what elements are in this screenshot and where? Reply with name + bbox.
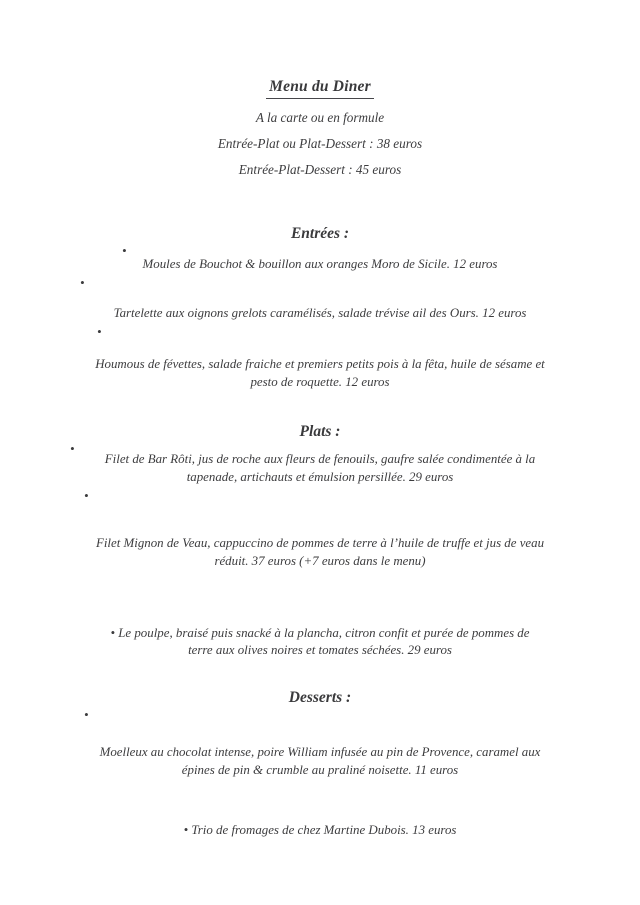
- menu-item-text: Tartelette aux oignons grelots caramélisés, salade trévise ail des Ours. 12 euros: [113, 306, 527, 321]
- section-heading-entrees: Entrées :: [290, 225, 350, 243]
- menu-item: [62, 274, 578, 323]
- bullet-icon: •: [183, 822, 189, 837]
- menu-item-text: [90, 822, 550, 840]
- menu-item-text: Houmous de févettes, salade fraiche et premiers petits pois à la fêta, huile de sésame et pesto de roquette. 12 euros: [95, 356, 545, 389]
- subtitle-formula: A la carte ou en formule: [255, 109, 385, 125]
- bullet-icon: •: [122, 243, 127, 259]
- section-heading-desserts: Desserts :: [288, 689, 352, 707]
- menu-item: [62, 323, 578, 392]
- section-heading-plats: Plats :: [299, 423, 341, 441]
- menu-item: [62, 706, 578, 780]
- menu-item: [62, 571, 578, 661]
- page-title: [62, 0, 578, 99]
- menu-item-text: [100, 625, 540, 661]
- subtitle-group: [62, 111, 578, 177]
- subtitle-price-three-courses: Entrée-Plat-Dessert : 45 euros: [238, 162, 402, 177]
- bullet-icon: •: [80, 275, 85, 291]
- bullet-icon: •: [110, 625, 116, 640]
- menu-item-label: Trio de fromages de chez Martine Dubois. 13 euros: [191, 822, 457, 837]
- bullet-icon: •: [84, 488, 89, 504]
- menu-item-text: Moelleux au chocolat intense, poire William infusée au pin de Provence, caramel aux épines de pin & crumble au praliné noisette. 11 euros: [99, 745, 541, 778]
- subtitle-price-two-courses: Entrée-Plat ou Plat-Dessert : 38 euros: [217, 135, 423, 151]
- menu-item-text: Filet Mignon de Veau, cappuccino de pommes de terre à l’huile de truffe et jus de veau réduit. 37 euros (+7 euros dans le menu): [95, 536, 545, 568]
- menu-item: [62, 487, 578, 571]
- menu-item-label: Le poulpe, braisé puis snacké à la plancha, citron confit et purée de pommes de terre aux olives noires et tomates séchées. 29 euros: [118, 625, 530, 658]
- bullet-icon: •: [97, 323, 102, 339]
- menu-item: [62, 242, 578, 274]
- bullet-icon: •: [70, 441, 75, 457]
- menu-item-text: Filet de Bar Rôti, jus de roche aux fleurs de fenouils, gaufre salée condimentée à la tapenade, artichauts et émulsion persillée. 29 euros: [104, 452, 536, 485]
- menu-item-text: Moules de Bouchot & bouillon aux oranges Moro de Sicile. 12 euros: [142, 257, 498, 272]
- menu-item: [62, 780, 578, 840]
- bullet-icon: •: [84, 707, 89, 723]
- menu-item: [62, 440, 578, 487]
- page-title-text: Menu du Diner: [266, 78, 374, 99]
